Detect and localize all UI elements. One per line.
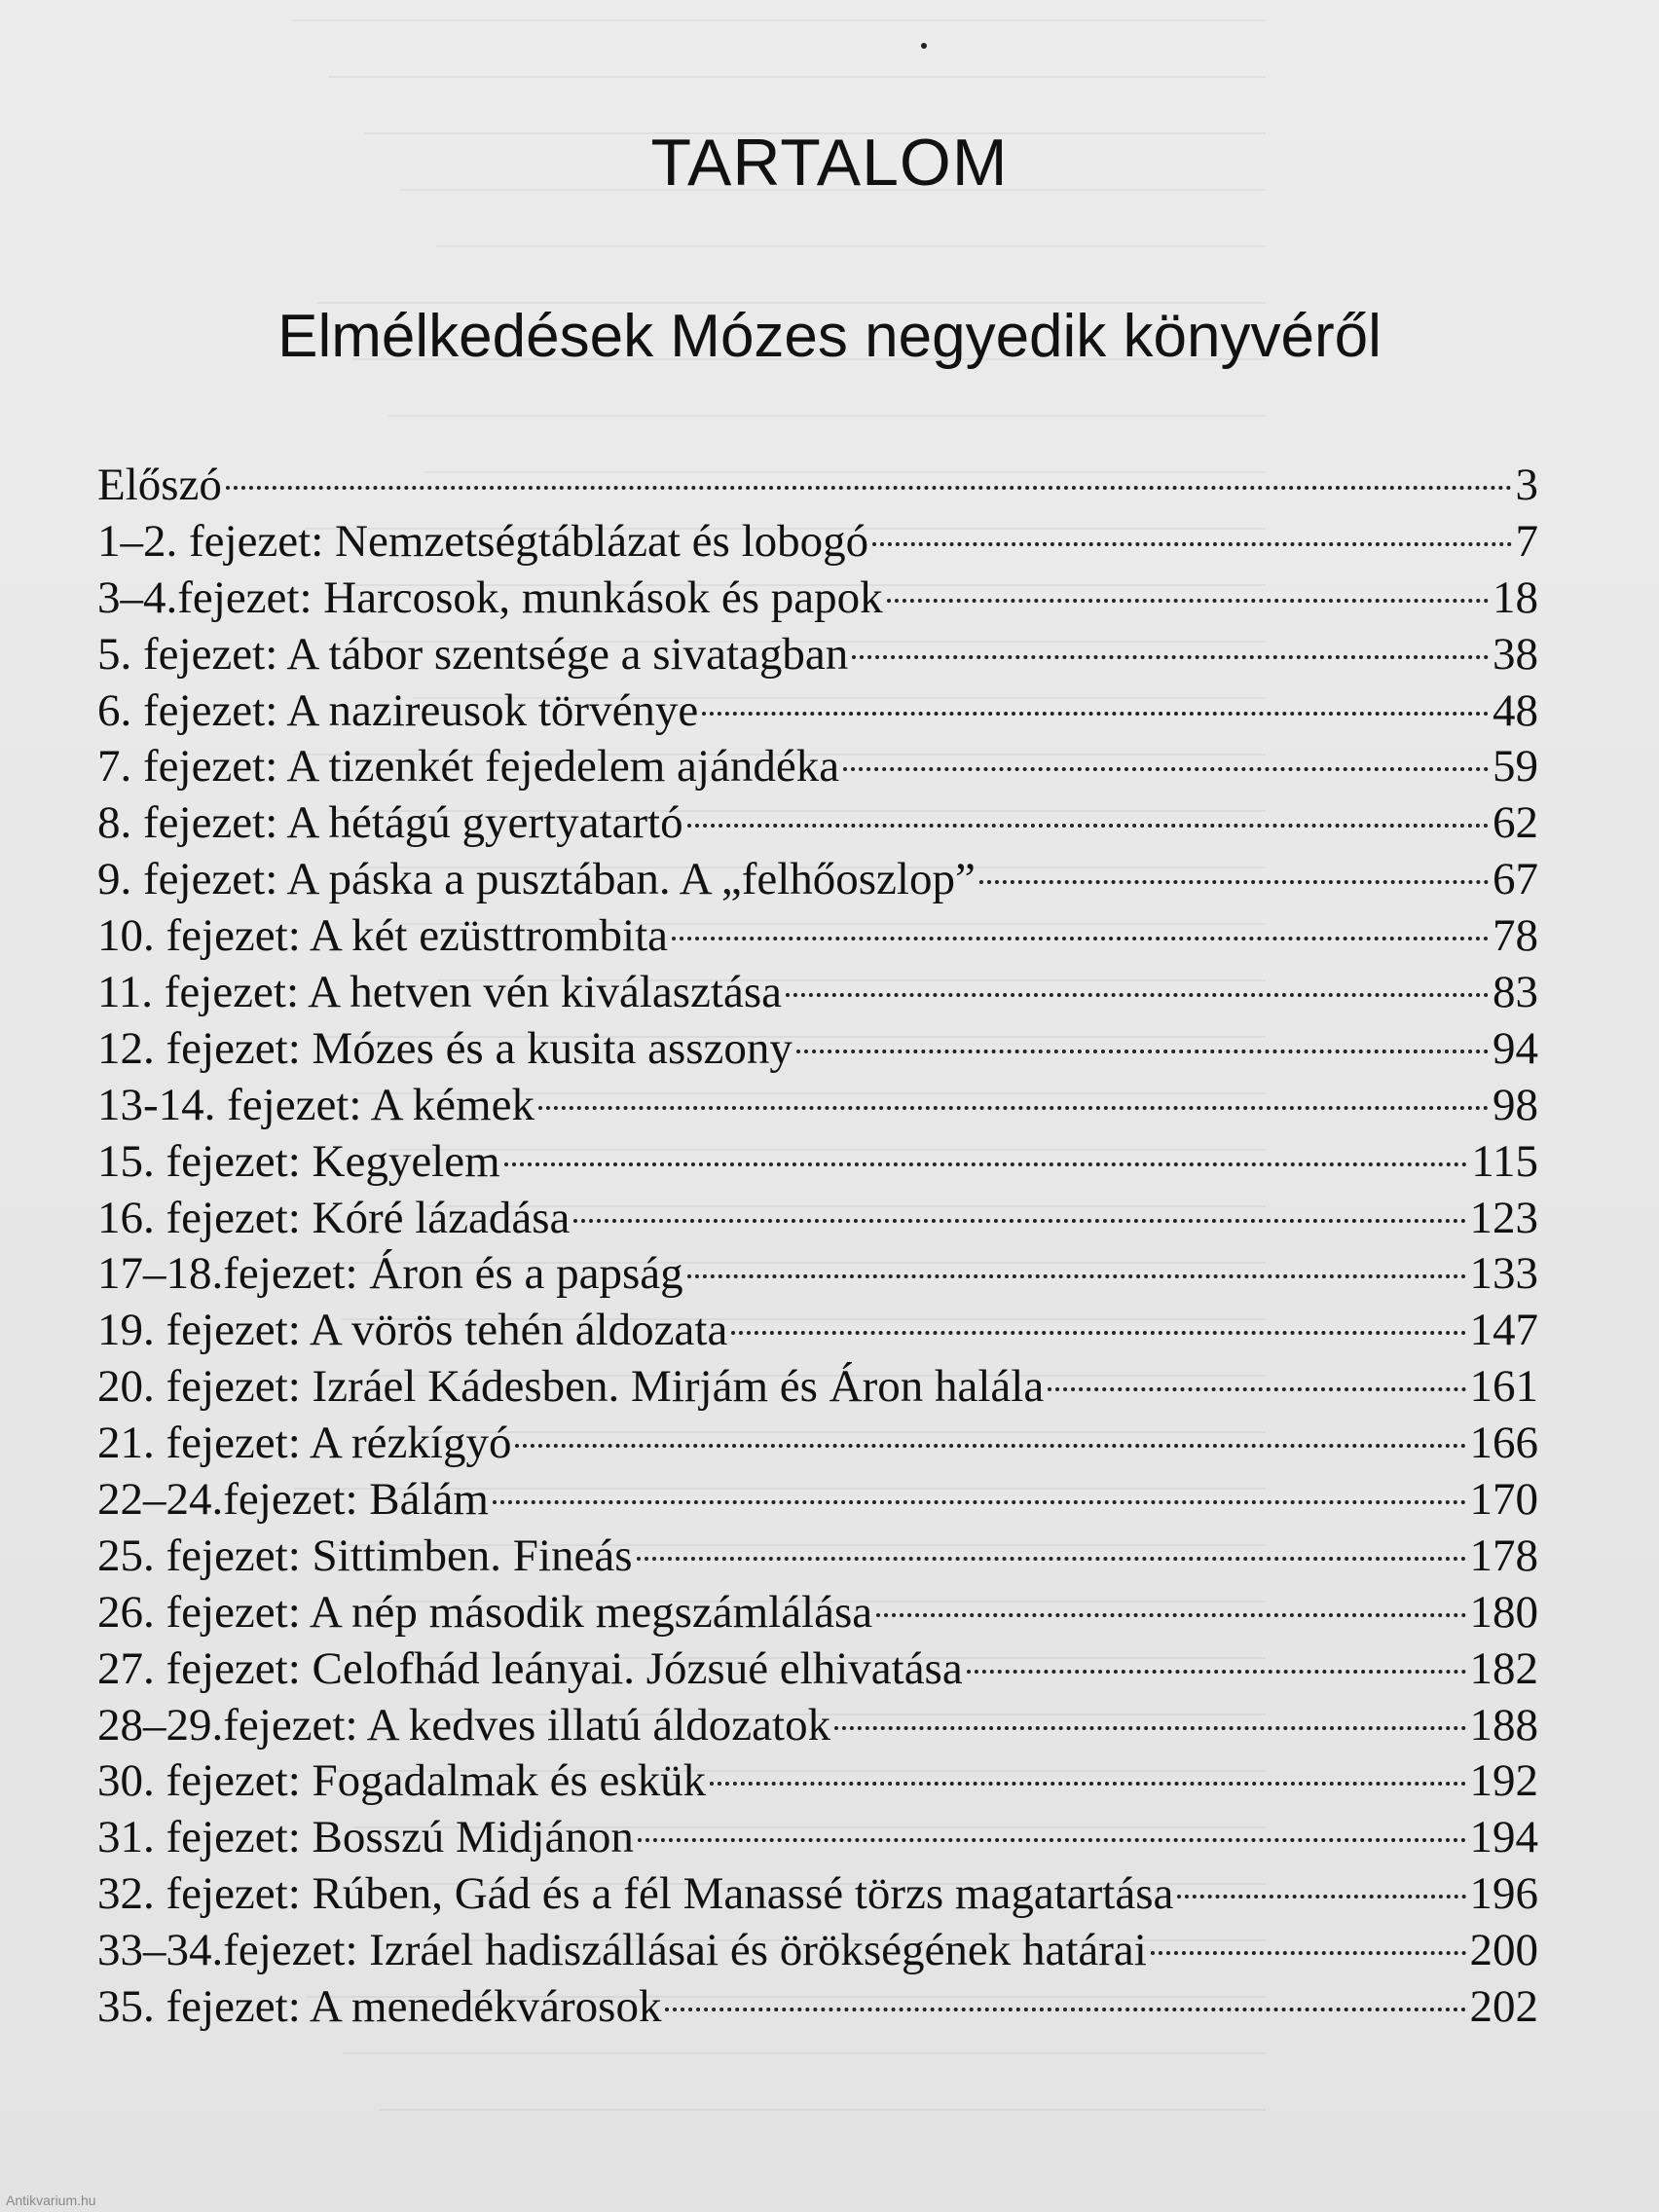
toc-entry-page-number: 192 <box>1469 1755 1538 1807</box>
toc-entry <box>97 1979 1538 2036</box>
dot-leader <box>1177 1895 1465 1899</box>
toc-entry-page-number: 115 <box>1471 1135 1538 1187</box>
toc-entry-page-number: 196 <box>1469 1868 1538 1920</box>
watermark-text: Antikvarium.hu <box>6 2193 96 2208</box>
toc-entry-page-number: 188 <box>1469 1699 1538 1751</box>
toc-entry-title: 35. fejezet: A menedékvárosok <box>97 1981 662 2033</box>
dot-leader <box>702 712 1489 716</box>
toc-entry-page-number: 182 <box>1469 1642 1538 1694</box>
toc-entry-title: 15. fejezet: Kegyelem <box>97 1135 500 1187</box>
toc-entry-title: 10. fejezet: A két ezüsttrombita <box>97 910 669 962</box>
dot-leader <box>538 1106 1489 1110</box>
toc-entry-page-number: 3 <box>1515 460 1538 510</box>
toc-entry-page-number: 202 <box>1469 1981 1538 2033</box>
toc-entry-page-number: 67 <box>1493 854 1538 905</box>
toc-entry-title: 28–29.fejezet: A kedves illatú áldozatok <box>97 1699 831 1751</box>
dot-leader <box>515 1444 1465 1448</box>
dot-leader <box>843 767 1489 771</box>
toc-entry-page-number: 200 <box>1469 1925 1538 1976</box>
toc-entry-page-number: 59 <box>1493 741 1538 793</box>
dot-leader <box>665 2008 1465 2011</box>
dot-leader <box>834 1726 1465 1730</box>
book-subtitle: Elmélkedések Mózes negyedik könyvéről <box>277 303 1382 370</box>
dot-leader <box>1151 1951 1466 1955</box>
toc-entry-page-number: 78 <box>1493 910 1538 962</box>
toc-entry-title: Előszó <box>97 460 222 510</box>
dot-leader <box>672 937 1489 940</box>
dot-leader <box>731 1331 1465 1335</box>
toc-entry-page-number: 161 <box>1469 1361 1538 1413</box>
dot-leader <box>872 542 1511 546</box>
dot-leader <box>687 824 1489 828</box>
toc-entry <box>97 1078 1538 1134</box>
toc-entry-title: 17–18.fejezet: Áron és a papság <box>97 1248 683 1300</box>
show-through-line <box>343 2052 1266 2054</box>
dot-leader <box>796 1050 1489 1053</box>
toc-entry-title: 20. fejezet: Izráel Kádesben. Mirjám és Áron halála <box>97 1361 1045 1413</box>
dot-leader <box>887 599 1489 603</box>
toc-entry <box>97 1021 1538 1078</box>
show-through-line <box>328 76 1266 78</box>
toc-entry-page-number: 147 <box>1469 1305 1538 1356</box>
dot-leader <box>876 1613 1465 1617</box>
stray-dot-mark <box>921 43 927 49</box>
toc-entry <box>97 1698 1538 1754</box>
toc-entry-title: 9. fejezet: A páska a pusztában. A „felhőoszlop” <box>97 854 976 905</box>
toc-entry <box>97 458 1538 514</box>
toc-entry <box>97 571 1538 627</box>
show-through-line <box>292 19 1266 21</box>
toc-entry-title: 3–4.fejezet: Harcosok, munkások és papok <box>97 571 883 623</box>
toc-entry-page-number: 38 <box>1493 628 1538 680</box>
toc-entry <box>97 1246 1538 1303</box>
toc-entry <box>97 514 1538 571</box>
dot-leader <box>573 1219 1465 1223</box>
toc-entry-title: 12. fejezet: Mózes és a kusita asszony <box>97 1022 793 1074</box>
dot-leader <box>226 486 1512 490</box>
toc-entry-title: 33–34.fejezet: Izráel hadiszállásai és örökségének határai <box>97 1925 1147 1976</box>
toc-entry <box>97 1641 1538 1698</box>
toc-entry <box>97 1585 1538 1641</box>
show-through-line <box>388 415 1266 417</box>
toc-entry <box>97 965 1538 1021</box>
toc-entry <box>97 795 1538 852</box>
toc-entry-page-number: 133 <box>1469 1248 1538 1300</box>
toc-entry-page-number: 94 <box>1493 1022 1538 1074</box>
toc-entry-page-number: 7 <box>1515 515 1538 567</box>
toc-entry-page-number: 178 <box>1469 1530 1538 1581</box>
toc-entry <box>97 627 1538 683</box>
toc-entry-page-number: 166 <box>1469 1418 1538 1469</box>
dot-leader <box>687 1274 1466 1278</box>
dot-leader <box>786 993 1489 997</box>
toc-entry-page-number: 194 <box>1469 1812 1538 1863</box>
toc-entry-page-number: 123 <box>1469 1192 1538 1243</box>
toc-entry <box>97 1810 1538 1866</box>
toc-entry-title: 22–24.fejezet: Bálám <box>97 1474 489 1526</box>
toc-entry-page-number: 180 <box>1469 1586 1538 1638</box>
toc-entry <box>97 1359 1538 1416</box>
toc-entry <box>97 1753 1538 1810</box>
dot-leader <box>493 1500 1466 1504</box>
toc-entry-title: 25. fejezet: Sittimben. Fineás <box>97 1530 633 1581</box>
toc-entry-title: 5. fejezet: A tábor szentsége a sivatagban <box>97 628 849 680</box>
toc-entry-title: 8. fejezet: A hétágú gyertyatartó <box>97 797 683 849</box>
show-through-line <box>379 2109 1266 2111</box>
dot-leader <box>852 655 1489 659</box>
toc-entry-page-number: 98 <box>1493 1079 1538 1130</box>
toc-entry-title: 32. fejezet: Rúben, Gád és a fél Manassé törzs magatartása <box>97 1868 1174 1920</box>
dot-leader <box>967 1670 1466 1674</box>
show-through-line <box>436 245 1266 247</box>
toc-entry <box>97 908 1538 965</box>
toc-entry-title: 16. fejezet: Kóré lázadása <box>97 1192 571 1243</box>
page-title: TARTALOM <box>650 126 1009 200</box>
dot-leader <box>710 1782 1465 1786</box>
toc-entry <box>97 739 1538 795</box>
toc-entry <box>97 1529 1538 1585</box>
toc-entry-title: 11. fejezet: A hetven vén kiválasztása <box>97 967 782 1018</box>
dot-leader <box>1048 1387 1465 1391</box>
toc-entry-title: 6. fejezet: A nazireusok törvénye <box>97 684 699 736</box>
toc-entry <box>97 1416 1538 1472</box>
toc-entry <box>97 683 1538 740</box>
dot-leader <box>979 880 1489 884</box>
toc-entry-title: 27. fejezet: Celofhád leányai. Józsué elhivatása <box>97 1642 963 1694</box>
toc-entry-page-number: 48 <box>1493 684 1538 736</box>
toc-entry-title: 19. fejezet: A vörös tehén áldozata <box>97 1305 728 1356</box>
toc-entry-title: 26. fejezet: A nép második megszámlálása <box>97 1586 873 1638</box>
dot-leader <box>638 1838 1466 1842</box>
toc-entry-title: 31. fejezet: Bosszú Midjánon <box>97 1812 634 1863</box>
toc-entry <box>97 1191 1538 1247</box>
toc-entry-title: 1–2. fejezet: Nemzetségtáblázat és lobogó <box>97 515 869 567</box>
toc-entry <box>97 1923 1538 1979</box>
toc-entry-title: 7. fejezet: A tizenkét fejedelem ajándéka <box>97 741 840 793</box>
table-of-contents <box>97 458 1538 2036</box>
toc-entry <box>97 1866 1538 1923</box>
toc-entry-title: 13-14. fejezet: A kémek <box>97 1079 535 1130</box>
toc-entry-page-number: 170 <box>1469 1474 1538 1526</box>
toc-entry-page-number: 62 <box>1493 797 1538 849</box>
toc-entry <box>97 852 1538 908</box>
toc-entry-page-number: 18 <box>1493 571 1538 623</box>
dot-leader <box>637 1557 1466 1561</box>
toc-entry-page-number: 83 <box>1493 967 1538 1018</box>
toc-entry-title: 30. fejezet: Fogadalmak és eskük <box>97 1755 707 1807</box>
toc-entry <box>97 1134 1538 1191</box>
toc-entry <box>97 1472 1538 1529</box>
dot-leader <box>504 1162 1468 1166</box>
toc-entry <box>97 1303 1538 1359</box>
toc-entry-title: 21. fejezet: A rézkígyó <box>97 1418 512 1469</box>
